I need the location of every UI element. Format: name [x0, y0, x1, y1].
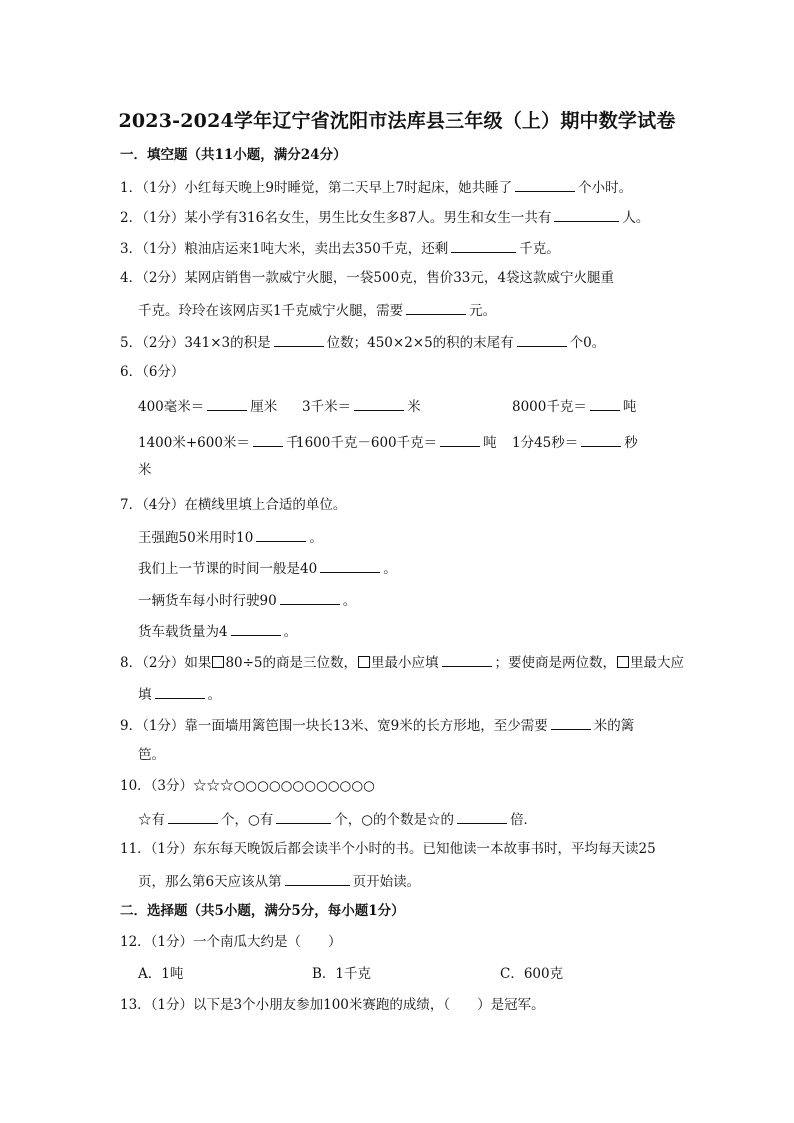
q6-item-5-unit: 吨 — [483, 435, 497, 451]
section-multiple-choice: 二．选择题（共5小题，满分5分，每小题1分） — [120, 903, 405, 919]
question-9-line-1 — [120, 715, 634, 735]
q8-blank-2[interactable] — [155, 684, 205, 699]
question-1 — [120, 177, 632, 197]
q6-blank-3[interactable] — [590, 396, 620, 411]
q2-blank[interactable] — [554, 207, 619, 222]
q8-blank-1[interactable] — [442, 652, 492, 667]
q5-text-c: 个0。 — [569, 335, 606, 351]
q2-text: 2．（1分）某小学有316名女生，男生比女生多87人。男生和女生一共有 — [120, 210, 552, 226]
question-4-line-1: 4．（2分）某网店销售一款威宁火腿，一袋500克，售价33元，4袋这款威宁火腿重 — [120, 270, 614, 286]
question-8-line-1 — [120, 652, 684, 672]
q7-line-2 — [138, 558, 397, 578]
q6-blank-6[interactable] — [581, 432, 621, 447]
q5-blank-2[interactable] — [517, 332, 567, 347]
q10-blank-2[interactable] — [276, 809, 331, 824]
q10-text-e: 倍． — [510, 812, 538, 828]
q8-text-b: 80÷5的商是三位数， — [225, 655, 358, 671]
q5-text-a: 5．（2分）341×3的积是 — [120, 335, 271, 351]
q7-line-1-end: 。 — [309, 530, 323, 546]
q7-line-1 — [138, 527, 323, 547]
q6-item-1-text: 400毫米＝ — [138, 399, 205, 415]
q7-line-4 — [138, 621, 297, 641]
q9-text-a: 9．（1分）靠一面墙用篱笆围一块长13米、宽9米的长方形地，至少需要 — [120, 718, 548, 734]
q3-text: 3．（1分）粮油店运来1吨大米，卖出去350千克，还剩 — [120, 241, 449, 257]
q12-option-c[interactable]: C．600克 — [500, 966, 564, 982]
question-13-stem: 13．（1分）以下是3个小朋友参加100米赛跑的成绩，（ ）是冠军。 — [120, 997, 545, 1013]
q7-line-4-text: 货车载货量为4 — [138, 624, 228, 640]
q12-option-b[interactable]: B．1千克 — [312, 966, 372, 982]
q6-item-4 — [138, 432, 299, 452]
q7-blank-2[interactable] — [320, 558, 380, 573]
q7-line-2-text: 我们上一节课的时间一般是40 — [138, 561, 318, 577]
q5-text-b: 位数；450×2×5的积的末尾有 — [326, 335, 514, 351]
q11-blank[interactable] — [285, 871, 350, 886]
box-icon — [617, 656, 629, 668]
question-6-head: 6．（6分） — [120, 364, 185, 380]
box-icon — [358, 656, 370, 668]
q7-line-3-end: 。 — [342, 593, 357, 609]
q9-blank[interactable] — [551, 715, 591, 730]
q10-text-d: 个，○的个数是☆的 — [334, 812, 455, 828]
q7-line-3 — [138, 590, 356, 610]
q5-blank-1[interactable] — [274, 332, 324, 347]
section-fill-in: 一．填空题（共11小题，满分24分） — [120, 147, 347, 163]
q7-line-3-text: 一辆货车每小时行驶90 — [138, 593, 277, 609]
question-5 — [120, 332, 605, 352]
q7-line-4-end: 。 — [283, 624, 298, 640]
q10-blank-1[interactable] — [168, 809, 218, 824]
q6-blank-5[interactable] — [440, 432, 480, 447]
q6-item-6-text: 1分45秒＝ — [512, 435, 579, 451]
q1-unit: 个小时。 — [578, 180, 633, 196]
q12-option-a[interactable]: A．1吨 — [138, 966, 184, 982]
q7-blank-4[interactable] — [231, 621, 281, 636]
q6-item-6-unit: 秒 — [624, 435, 638, 451]
q6-blank-1[interactable] — [207, 396, 247, 411]
question-10-line-2 — [138, 809, 537, 829]
q6-wrap-unit: 米 — [138, 462, 152, 478]
q6-item-4-unit: 千 — [285, 435, 300, 451]
q7-line-1-text: 王强跑50米用时10 — [138, 530, 254, 546]
q6-item-3 — [512, 396, 636, 416]
q8-text-e: 里最大应 — [630, 655, 685, 671]
q6-item-1 — [138, 396, 277, 416]
question-8-line-2 — [138, 684, 221, 704]
q6-item-5 — [296, 432, 497, 452]
q4-text: 千克。玲玲在该网店买1千克威宁火腿，需要 — [138, 303, 404, 319]
q3-unit: 千克。 — [519, 241, 560, 257]
question-11-line-1: 11．（1分）东东每天晚饭后都会读半个小时的书。已知他读一本故事书时，平均每天读25 — [120, 841, 656, 857]
question-7-head: 7．（4分）在横线里填上合适的单位。 — [120, 497, 347, 513]
q3-blank[interactable] — [451, 238, 516, 253]
q6-item-3-unit: 吨 — [622, 399, 637, 415]
q1-blank[interactable] — [515, 177, 575, 192]
q6-item-3-text: 8000千克＝ — [512, 399, 587, 415]
q6-item-6 — [512, 432, 638, 452]
question-10-line-1: 10．（3分）☆☆☆○○○○○○○○○○○○ — [120, 778, 375, 794]
q2-unit: 人。 — [622, 210, 650, 226]
q11-text-b: 页，那么第6天应该从第 — [138, 874, 282, 890]
box-icon — [212, 656, 224, 668]
q6-blank-2[interactable] — [354, 396, 404, 411]
q8-text-f: 填 — [138, 687, 152, 703]
q6-item-2 — [302, 396, 421, 416]
q6-item-4-text: 1400米+600米＝ — [138, 435, 250, 451]
q7-blank-3[interactable] — [280, 590, 340, 605]
question-11-line-2 — [138, 871, 420, 891]
q6-item-2-text: 3千米＝ — [302, 399, 352, 415]
page-title: 2023-2024学年辽宁省沈阳市法库县三年级（上）期中数学试卷 — [118, 110, 676, 132]
question-12-stem: 12．（1分）一个南瓜大约是（ ） — [120, 934, 342, 950]
q7-blank-1[interactable] — [256, 527, 306, 542]
question-4-line-2 — [138, 300, 496, 320]
q9-text-b: 米的篱 — [593, 718, 635, 734]
q7-line-2-end: 。 — [383, 561, 397, 577]
q8-text-c: 里最小应填 — [371, 655, 439, 671]
q6-item-1-unit: 厘米 — [250, 399, 278, 415]
q8-text-g: 。 — [207, 687, 221, 703]
q10-text-b: ☆有 — [138, 812, 165, 828]
question-3 — [120, 238, 560, 258]
q10-blank-3[interactable] — [457, 809, 507, 824]
q1-text: 1．（1分）小红每天晚上9时睡觉，第二天早上7时起床，她共睡了 — [120, 180, 513, 196]
q6-item-2-unit: 米 — [407, 399, 421, 415]
q10-text-c: 个，○有 — [221, 812, 274, 828]
q11-text-c: 页开始读。 — [352, 874, 421, 890]
q4-blank[interactable] — [406, 300, 466, 315]
q6-item-5-text: 1600千克－600千克＝ — [296, 435, 438, 451]
q4-unit: 元。 — [469, 303, 497, 319]
question-2 — [120, 207, 649, 227]
q6-blank-4[interactable] — [253, 432, 283, 447]
question-9-line-2: 笆。 — [138, 747, 165, 763]
q8-text-a: 8．（2分）如果 — [120, 655, 212, 671]
q8-text-d: ；要使商是两位数， — [494, 655, 617, 671]
